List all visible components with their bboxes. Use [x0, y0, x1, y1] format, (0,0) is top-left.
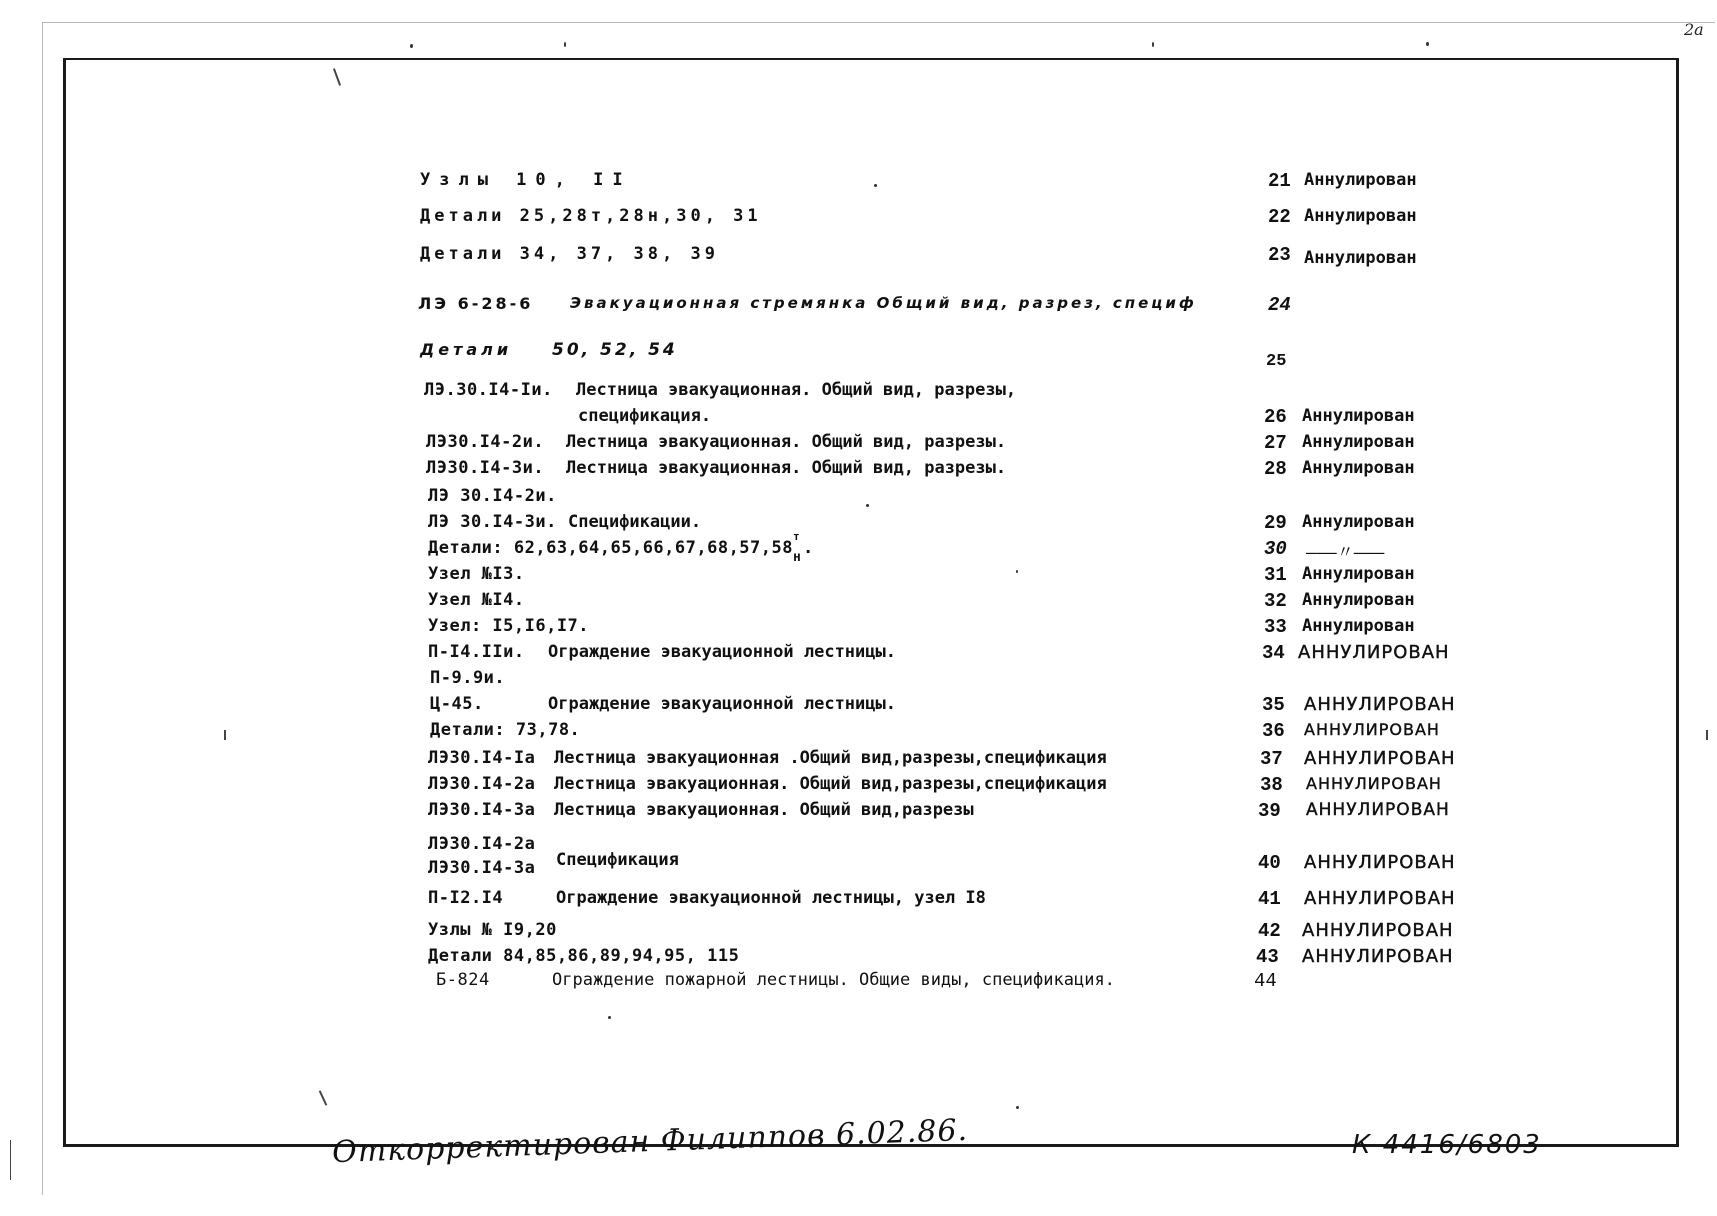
list-item: [0, 206, 1717, 232]
item-status: АННУЛИРОВАН: [1302, 920, 1454, 941]
item-title: Ограждение эвакуационной лестницы, узел I8: [556, 888, 986, 908]
item-code: П-9.9и.: [430, 668, 506, 688]
item-code: Узлы № I9,20: [428, 920, 557, 940]
list-item: [0, 486, 1717, 512]
item-status: Аннулирован: [1302, 564, 1415, 584]
sheet-number: 2а: [1684, 20, 1704, 39]
item-status: Аннулирован: [1302, 616, 1415, 636]
list-item: [0, 748, 1717, 774]
list-item: [0, 616, 1717, 642]
item-status: Аннулирован: [1304, 248, 1417, 268]
item-status: Аннулирован: [1302, 458, 1415, 478]
scan-speck: [608, 1016, 611, 1019]
item-status: АННУЛИРОВАН: [1298, 642, 1450, 663]
item-code: ЛЭ30.I4-2а: [428, 774, 536, 794]
scan-mark: [10, 1140, 11, 1180]
subscript-index: н: [793, 550, 802, 565]
item-code: ЛЭ30.I4-2а: [428, 834, 536, 854]
item-code: П-I2.I4: [428, 888, 504, 908]
item-number: 33: [1264, 616, 1287, 638]
item-number: 23: [1268, 244, 1291, 266]
list-item: [0, 380, 1717, 406]
item-status: Аннулирован: [1302, 512, 1415, 532]
item-status: Аннулирован: [1302, 432, 1415, 452]
item-title: Ограждение пожарной лестницы. Общие виды, спецификация.: [552, 970, 1115, 990]
item-number: 43: [1256, 946, 1279, 968]
item-status: АННУЛИРОВАН: [1302, 946, 1454, 967]
item-number: 34: [1262, 642, 1285, 664]
scan-speck: [410, 44, 413, 48]
list-item: [0, 668, 1717, 694]
item-title: Лестница эвакуационная. Общий вид, разрезы.: [566, 458, 1007, 478]
list-item: [0, 590, 1717, 616]
item-code: ЛЭ30.I4-3а: [428, 800, 536, 820]
item-code: ЛЭ30.I4-3а: [428, 858, 536, 878]
item-number: 25: [1266, 352, 1287, 371]
list-item: [0, 800, 1717, 826]
item-number: 38: [1260, 774, 1283, 796]
item-title: Ограждение эвакуационной лестницы.: [548, 642, 896, 662]
scan-mark: [224, 730, 226, 740]
list-item: [0, 432, 1717, 458]
item-title: Лестница эвакуационная. Общий вид, разрезы.: [566, 432, 1007, 452]
item-status: АННУЛИРОВАН: [1304, 852, 1456, 873]
item-number: 40: [1258, 852, 1281, 874]
item-code: Узел: I5,I6,I7.: [428, 616, 590, 636]
list-item: [0, 458, 1717, 484]
item-number: 41: [1258, 888, 1281, 910]
item-title: 50, 52, 54: [552, 340, 678, 360]
list-item: [0, 850, 1717, 884]
item-status: АННУЛИРОВАН: [1304, 748, 1456, 769]
item-code: ЛЭ 30.I4-3и.: [428, 512, 557, 532]
item-code: Детали: [420, 340, 513, 359]
list-item: [0, 920, 1717, 946]
item-status: АННУЛИРОВАН: [1306, 774, 1442, 793]
list-item: [0, 564, 1717, 590]
item-title: Эвакуационная стремянка Общий вид, разрез, специф: [570, 294, 1197, 312]
list-item: [0, 774, 1717, 800]
item-status: АННУЛИРОВАН: [1306, 800, 1450, 820]
item-number: 31: [1264, 564, 1287, 586]
item-number: 36: [1262, 720, 1285, 742]
item-number: 35: [1262, 694, 1285, 716]
item-code: ЛЭ30.I4-Iа: [428, 748, 536, 768]
list-item: [0, 720, 1717, 746]
item-number: 29: [1264, 512, 1287, 534]
item-title: Ограждение эвакуационной лестницы.: [548, 694, 896, 714]
item-code: ЛЭ30.I4-2и.: [426, 432, 545, 452]
list-item: [0, 970, 1717, 996]
item-number: 39: [1258, 800, 1281, 822]
scan-speck: [874, 184, 877, 187]
item-number: 22: [1268, 206, 1291, 228]
item-status: Аннулирован: [1302, 590, 1415, 610]
scan-speck: [1426, 42, 1429, 46]
item-title: Спецификации.: [568, 512, 702, 532]
item-title: Лестница эвакуационная. Общий вид, разрезы,: [576, 380, 1017, 400]
archive-reference: К 4416/6803: [1352, 1130, 1542, 1160]
item-code: Детали: 73,78.: [430, 720, 581, 740]
item-number: 26: [1264, 406, 1287, 428]
item-number: 42: [1258, 920, 1281, 942]
item-number: 21: [1268, 170, 1291, 192]
item-code: [428, 530, 814, 565]
item-status: Аннулирован: [1304, 206, 1417, 226]
item-status: АННУЛИРОВАН: [1304, 888, 1456, 909]
list-item: [0, 170, 1717, 196]
list-item: [0, 530, 1717, 565]
superscript-index: т: [793, 530, 801, 543]
item-code-text: Детали: 62,63,64,65,66,67,68,57,58: [428, 538, 793, 558]
item-title: Лестница эвакуационная. Общий вид,разрезы: [554, 800, 974, 820]
list-item: [0, 244, 1717, 270]
item-code-index: [793, 530, 803, 565]
list-item: [0, 946, 1717, 972]
item-code: ЛЭ30.I4-3и.: [426, 458, 545, 478]
list-item: [0, 512, 1717, 538]
list-item: [0, 406, 1717, 432]
scan-speck: [1016, 1106, 1019, 1109]
item-code: П-I4.IIи.: [428, 642, 525, 662]
item-code: Детали 84,85,86,89,94,95, 115: [428, 946, 740, 966]
item-code: Б-824: [436, 970, 490, 990]
item-code-dot: .: [803, 538, 814, 558]
item-code: Узел №I4.: [428, 590, 525, 610]
item-title: Спецификация: [556, 850, 679, 870]
scan-mark: [1706, 730, 1708, 740]
scan-speck: [866, 504, 869, 507]
list-item: [0, 694, 1717, 720]
scan-speck: [1016, 570, 1018, 573]
item-title: спецификация.: [578, 406, 712, 426]
item-title: Лестница эвакуационная. Общий вид,разрезы,спецификация: [554, 774, 1107, 794]
item-code: Узел №I3.: [428, 564, 525, 584]
item-status: Аннулирован: [1302, 406, 1415, 426]
list-item: [0, 340, 1717, 371]
list-item: [0, 888, 1717, 914]
item-code: Узлы 10, II: [420, 170, 632, 190]
item-number: 27: [1264, 432, 1287, 454]
item-code: ЛЭ.30.I4-Iи.: [424, 380, 553, 400]
item-code: Детали 34, 37, 38, 39: [420, 244, 719, 264]
list-item: [0, 642, 1717, 668]
item-code: Детали 25,28т,28н,30, 31: [420, 206, 762, 226]
item-status-ditto: ———〃———: [1306, 543, 1385, 563]
item-code: Ц-45.: [430, 694, 484, 714]
item-code: ЛЭ 6-28-6: [418, 294, 534, 313]
scan-speck: [1152, 42, 1154, 47]
item-status: Аннулирован: [1304, 170, 1417, 190]
item-number: 44: [1254, 970, 1277, 992]
item-number: 24: [1268, 294, 1291, 316]
item-status: АННУЛИРОВАН: [1304, 720, 1440, 739]
list-item: [0, 294, 1717, 320]
correction-signature: Откорректирован Филиппов 6.02.86.: [331, 1112, 969, 1171]
item-status: АННУЛИРОВАН: [1304, 694, 1456, 715]
item-number: 28: [1264, 458, 1287, 480]
list-item: [0, 834, 1717, 860]
item-number: 32: [1264, 590, 1287, 612]
item-title: Лестница эвакуационная .Общий вид,разрезы,спецификация: [554, 748, 1107, 768]
item-number: 30: [1264, 538, 1287, 560]
item-code: ЛЭ 30.I4-2и.: [428, 486, 557, 506]
scan-speck: [564, 42, 566, 47]
item-number: 37: [1260, 748, 1283, 770]
